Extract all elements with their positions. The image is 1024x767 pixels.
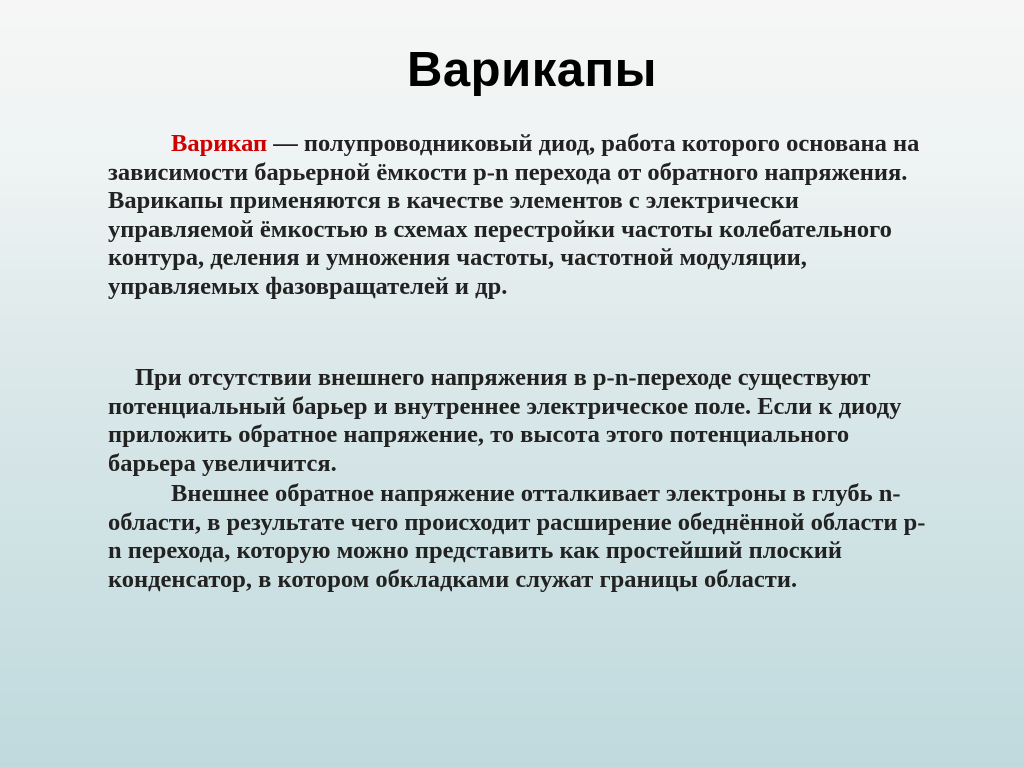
paragraph-potential-barrier: При отсутствии внешнего напряжения в p-n-переходе существуют потенциальный барьер и внутреннее электрическое поле. Если к диоду приложить обратное напряжение, то высота этого потенциального барьера увеличится. xyxy=(108,364,902,477)
term-varicap: Варикап xyxy=(171,130,268,157)
paragraph-varicap-definition xyxy=(108,130,938,301)
slide-title: Варикапы xyxy=(407,43,657,97)
definition-text: — полупроводниковый диод, работа которого основана на зависимости барьерной ёмкости p-n перехода от обратного напряжения. Варикапы применяются в качестве элементов с электрически управляемой ёмкостью в схемах перестройки частоты колебательного контура, деления и умножения частоты, частотной модуляции, управляемых фазовращателей и др. xyxy=(108,130,920,300)
paragraph-depletion-region: Внешнее обратное напряжение отталкивает электроны в глубь n-области, в результате чего происходит расширение обеднённой области p-n перехода, которую можно представить как простейший плоский конденсатор, в котором обкладками служат границы области. xyxy=(108,480,926,593)
